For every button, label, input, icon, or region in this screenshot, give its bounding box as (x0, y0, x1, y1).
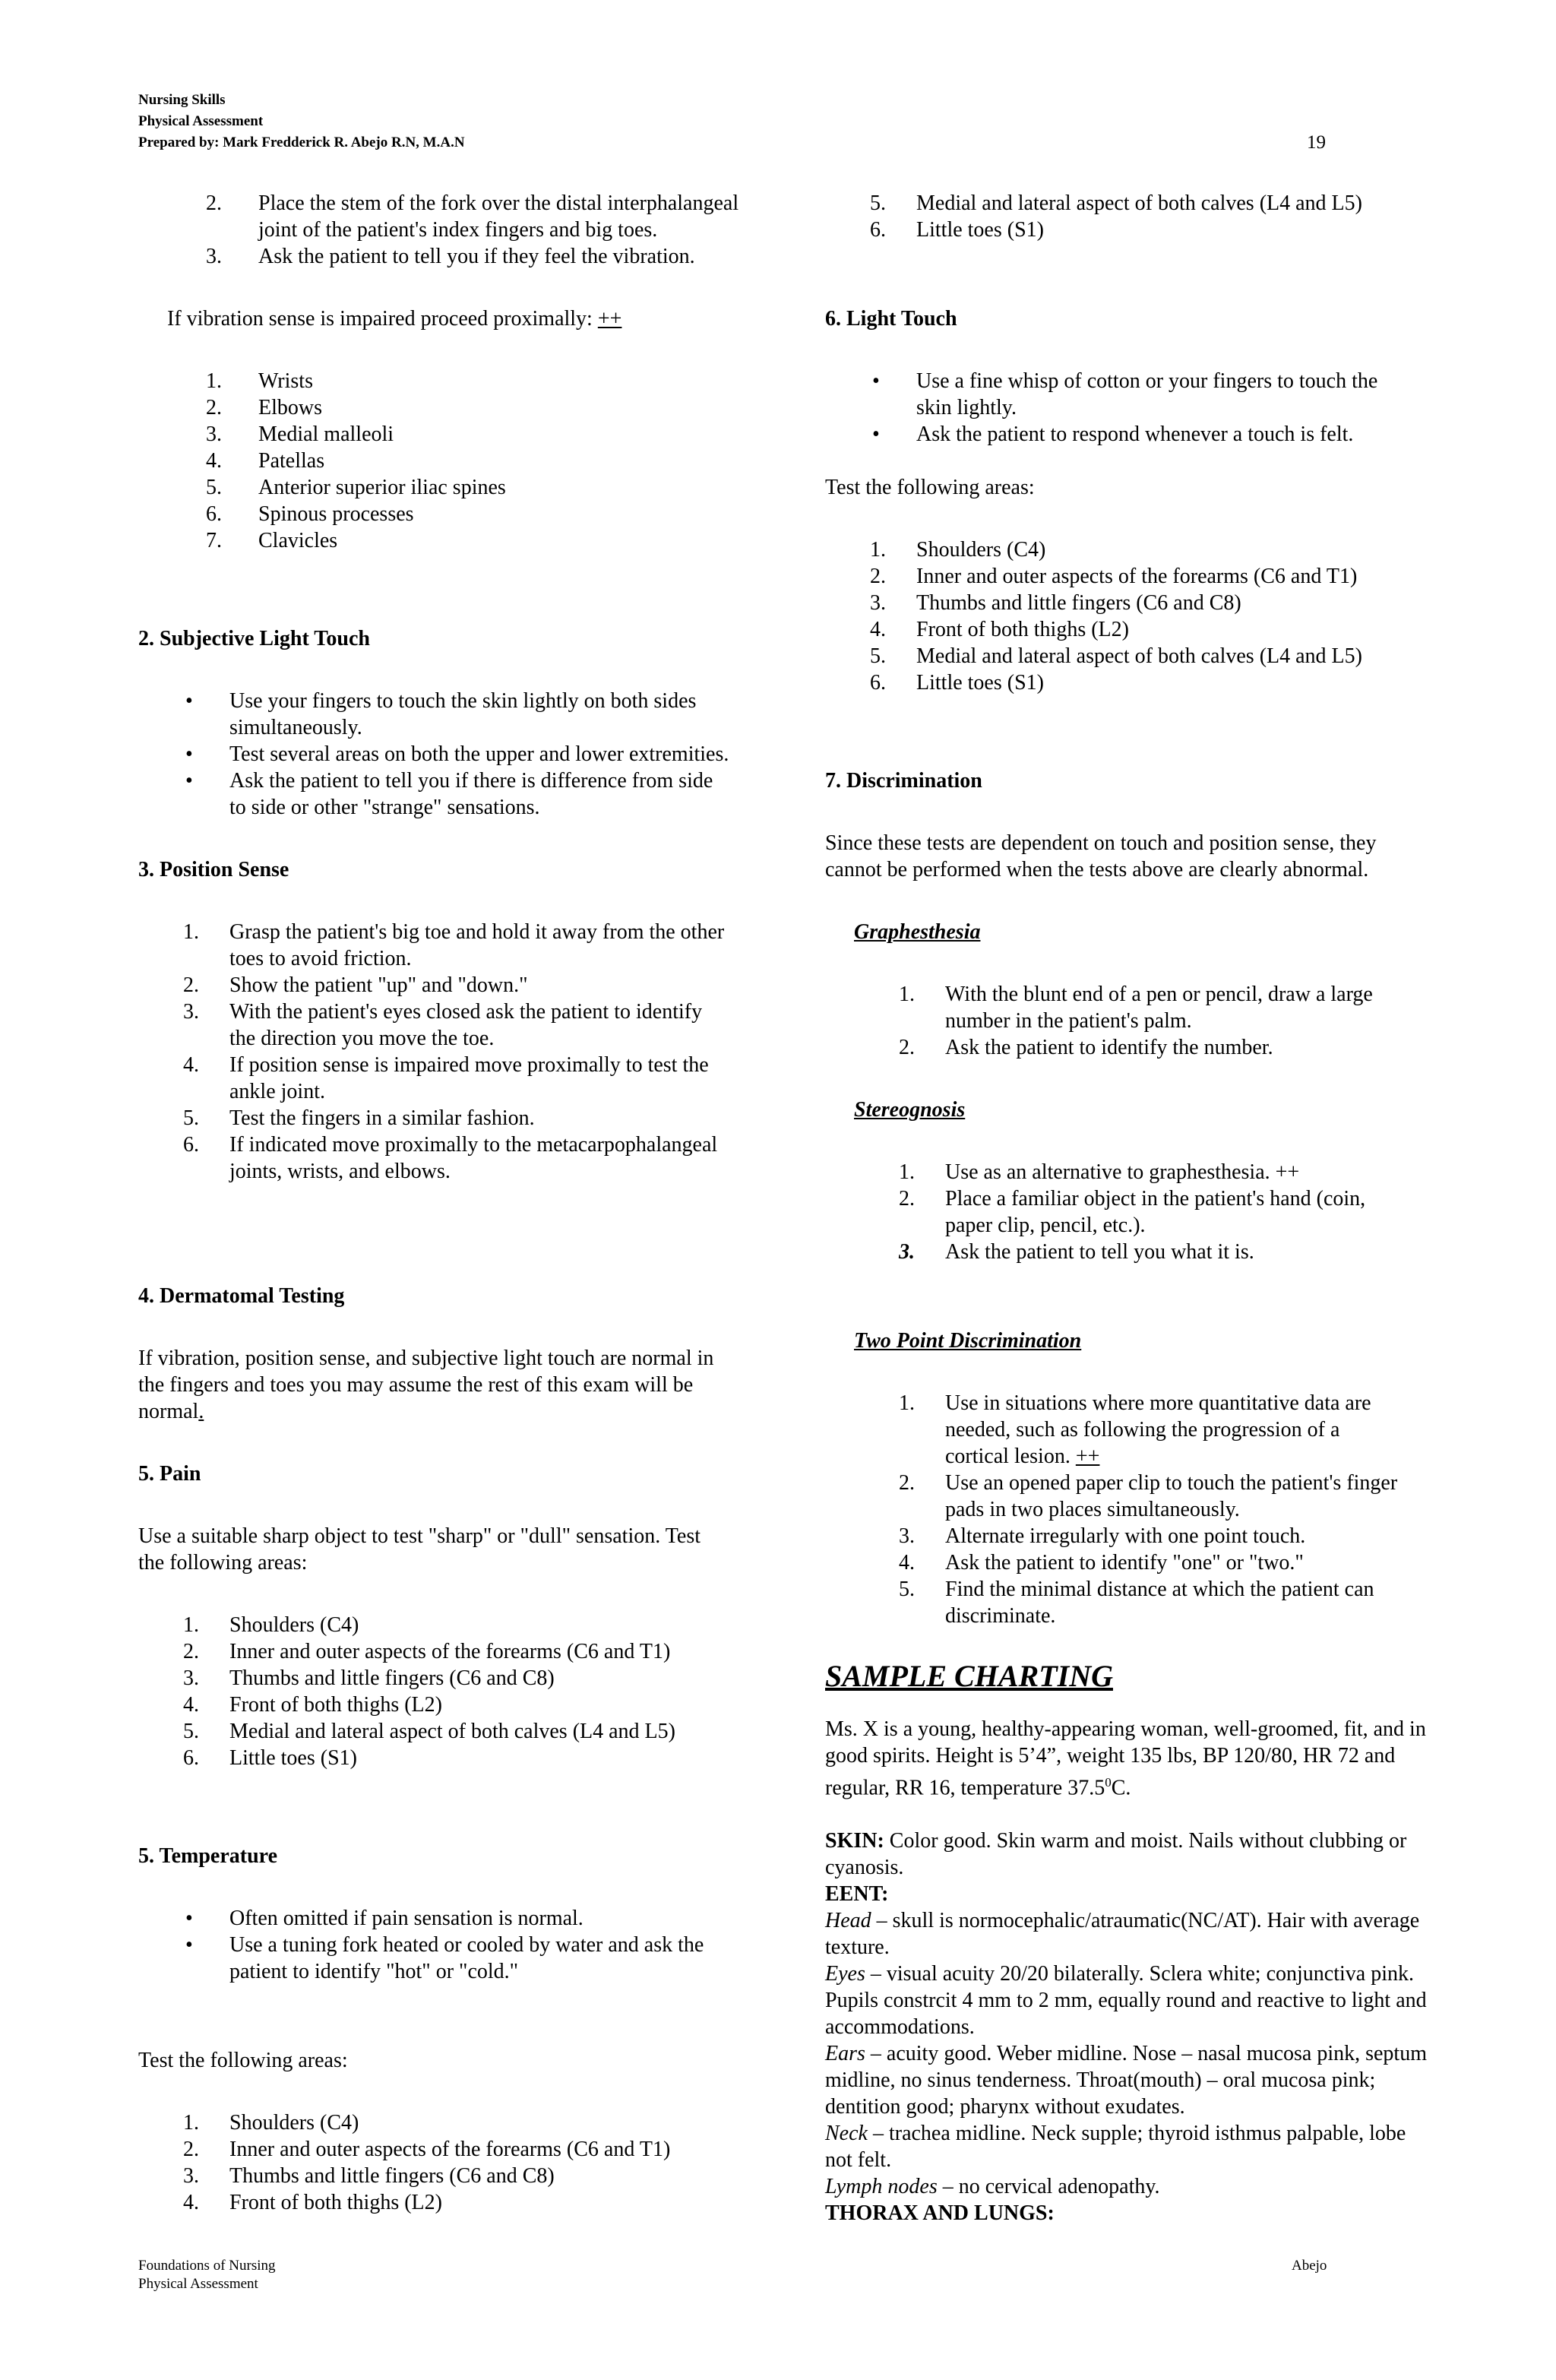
list-item: 2. Use an opened paper clip to touch the patient's finger pads in two places simultaneously. (899, 1471, 1398, 1521)
footer-author: Abejo (1292, 2258, 1327, 2274)
subheading-graphesthesia: Graphesthesia (854, 920, 981, 944)
list-item: 3. Thumbs and little fingers (C6 and C8) (183, 2164, 555, 2188)
pain-text: Use a suitable sharp object to test "sharp" or "dull" sensation. Test the following areas: (138, 1524, 701, 1575)
section-heading-light-touch: 6. Light Touch (825, 307, 957, 331)
dermatomal-text: If vibration, position sense, and subjective light touch are normal in the fingers and toes you may assume the rest of this exam will be normal. (138, 1347, 714, 1423)
section-heading-subjective-light-touch: 2. Subjective Light Touch (138, 627, 370, 650)
bullet-icon: • (872, 423, 880, 446)
section-heading-dermatomal-testing: 4. Dermatomal Testing (138, 1284, 345, 1308)
left-column (138, 190, 746, 2216)
list-item: 7. Clavicles (206, 529, 338, 552)
list-item: 2. Place the stem of the fork over the distal interphalangeal joint of the patient's index fingers and big toes. (206, 191, 739, 242)
list-item: 4. Front of both thighs (L2) (183, 2191, 442, 2214)
bullet-icon: • (185, 742, 193, 766)
list-item: 3. With the patient's eyes closed ask the patient to identify the direction you move the toe. (183, 1000, 703, 1050)
stereognosis-steps (825, 1159, 1403, 1265)
bullet-icon: • (872, 369, 880, 393)
list-item: 4. Front of both thighs (L2) (183, 1693, 442, 1717)
thorax-lungs-label: THORAX AND LUNGS: (825, 2201, 1055, 2226)
list-item: 4. Patellas (206, 449, 325, 473)
bullet-icon: • (185, 769, 193, 793)
temperature-test-text: Test the following areas: (138, 2049, 348, 2072)
list-item: 3. Ask the patient to tell you if they feel the vibration. (206, 245, 695, 268)
list-item: 2. Ask the patient to identify the number. (899, 1036, 1273, 1059)
list-item: 1. Shoulders (C4) (183, 1613, 359, 1637)
light-touch-carryover-list (825, 190, 1433, 243)
list-item: 4. If position sense is impaired move proximally to test the ankle joint. (183, 1053, 709, 1103)
vibration-steps (138, 190, 746, 270)
footer-topic: Physical Assessment (138, 2276, 258, 2292)
header-course: Nursing Skills (138, 92, 226, 108)
document-header (138, 90, 465, 153)
list-item: 2. Place a familiar object in the patient's hand (coin, paper clip, pencil, etc.). (899, 1187, 1366, 1237)
ears-finding: Ears – acuity good. Weber midline. Nose – nasal mucosa pink, septum midline, no sinus tenderness. Throat(mouth) – oral mucosa pink; dentition good; pharynx without exudates. (825, 2042, 1427, 2119)
list-item: 5. Medial and lateral aspect of both calves (L4 and L5) (870, 191, 1362, 215)
header-author: Prepared by: Mark Fredderick R. Abejo R.N, M.A.N (138, 135, 465, 150)
subheading-two-point-discrimination: Two Point Discrimination (854, 1329, 1082, 1353)
list-item: 3. Thumbs and little fingers (C6 and C8) (870, 591, 1241, 615)
skin-finding: SKIN: Color good. Skin warm and moist. Nails without clubbing or cyanosis. (825, 1829, 1407, 1880)
section-heading-temperature: 5. Temperature (138, 1844, 278, 1868)
list-item: 5. Medial and lateral aspect of both calves (L4 and L5) (183, 1720, 675, 1743)
list-item: 2. Inner and outer aspects of the forearms (C6 and T1) (183, 2138, 671, 2161)
list-item: 5. Find the minimal distance at which the patient can discriminate. (899, 1578, 1374, 1628)
light-touch-test-text: Test the following areas: (825, 476, 1035, 499)
head-finding: Head – skull is normocephalic/atraumatic(NC/AT). Hair with average texture. (825, 1909, 1420, 1960)
list-item: 2. Elbows (206, 396, 322, 419)
list-item: 4. Front of both thighs (L2) (870, 618, 1129, 641)
list-item: 6. Spinous processes (206, 502, 414, 526)
two-point-discrimination-steps (825, 1390, 1403, 1629)
lymph-nodes-finding: Lymph nodes – no cervical adenopathy. (825, 2175, 1160, 2199)
list-item: 6. Little toes (S1) (870, 671, 1044, 695)
list-item: 1. Use in situations where more quantitative data are needed, such as following the progression of a cortical lesion. ++ (899, 1391, 1371, 1468)
list-item: • Often omitted if pain sensation is normal. (185, 1907, 584, 1930)
subheading-stereognosis: Stereognosis (854, 1098, 966, 1122)
light-touch-bullets (825, 368, 1418, 448)
list-item: • Test several areas on both the upper and lower extremities. (185, 742, 729, 766)
bullet-icon: • (185, 689, 193, 713)
section-heading-position-sense: 3. Position Sense (138, 858, 289, 881)
proximal-test-sites (138, 368, 746, 554)
eent-label: EENT: (825, 1882, 889, 1907)
list-item: • Use your fingers to touch the skin lightly on both sides simultaneously. (185, 689, 697, 739)
temperature-bullets (138, 1905, 716, 1985)
document-footer (138, 2257, 276, 2293)
sample-charting-intro: Ms. X is a young, healthy-appearing woman, well-groomed, fit, and in good spirits. Height is 5’4”, weight 135 lbs, BP 120/80, HR 72 and regular, RR 16, temperature 37.5$^0$C. (825, 1717, 1426, 1800)
list-item: 6. Little toes (S1) (870, 218, 1044, 242)
neck-finding: Neck – trachea midline. Neck supple; thyroid isthmus palpable, lobe not felt. (825, 2122, 1406, 2173)
list-item: • Use a tuning fork heated or cooled by water and ask the patient to identify "hot" or "cold." (185, 1933, 704, 1983)
bullet-icon: • (185, 1933, 193, 1957)
cross-reference-mark: ++ (1075, 1445, 1100, 1468)
position-sense-steps (138, 919, 731, 1185)
header-topic: Physical Assessment (138, 113, 264, 129)
light-touch-test-areas (825, 536, 1433, 696)
pain-test-areas (138, 1612, 746, 1771)
list-item: 5. Anterior superior iliac spines (206, 476, 506, 499)
list-item: 1. Shoulders (C4) (870, 538, 1046, 562)
list-item: 3. Medial malleoli (206, 423, 394, 446)
charting-findings (825, 1828, 1433, 2227)
list-item: 1. With the blunt end of a pen or pencil, draw a large number in the patient's palm. (899, 983, 1373, 1033)
list-item: 3. Thumbs and little fingers (C6 and C8) (183, 1666, 555, 1690)
list-item: 2. Inner and outer aspects of the forearms (C6 and T1) (870, 565, 1358, 588)
eyes-finding: Eyes – visual acuity 20/20 bilaterally. Sclera white; conjunctiva pink. Pupils constrcit 4 mm to 2 mm, equally round and reactive to light and accommodations. (825, 1962, 1427, 2040)
list-item: 5. Test the fingers in a similar fashion. (183, 1106, 535, 1130)
list-item: • Ask the patient to tell you if there is difference from side to side or other "strange" sensations. (185, 769, 713, 819)
cross-reference-mark: ++ (597, 307, 622, 331)
list-item: 3. Ask the patient to tell you what it is. (899, 1240, 1254, 1264)
list-item: • Use a fine whisp of cotton or your fingers to touch the skin lightly. (872, 369, 1378, 419)
list-item: 1. Shoulders (C4) (183, 2111, 359, 2135)
list-item: 1. Use as an alternative to graphesthesia. ++ (899, 1160, 1300, 1184)
footer-course: Foundations of Nursing (138, 2258, 276, 2274)
list-item: 2. Show the patient "up" and "down." (183, 973, 528, 997)
list-item: 6. Little toes (S1) (183, 1746, 357, 1770)
list-item: 1. Wrists (206, 369, 313, 393)
list-item: 1. Grasp the patient's big toe and hold it away from the other toes to avoid friction. (183, 920, 725, 970)
subjective-light-touch-bullets (138, 688, 731, 821)
graphesthesia-steps (825, 981, 1403, 1061)
list-item: 2. Inner and outer aspects of the forearms (C6 and T1) (183, 1640, 671, 1663)
right-column (825, 190, 1433, 2227)
vibration-impaired-text: If vibration sense is impaired proceed proximally: ++ (167, 307, 622, 331)
list-item: • Ask the patient to respond whenever a touch is felt. (872, 423, 1354, 446)
discrimination-text: Since these tests are dependent on touch and position sense, they cannot be performed when the tests above are clearly abnormal. (825, 831, 1377, 881)
section-heading-discrimination: 7. Discrimination (825, 769, 982, 793)
bullet-icon: • (185, 1907, 193, 1930)
section-heading-pain: 5. Pain (138, 1462, 201, 1486)
list-item: 5. Medial and lateral aspect of both calves (L4 and L5) (870, 644, 1362, 668)
temperature-test-areas (138, 2109, 746, 2216)
list-item: 4. Ask the patient to identify "one" or "two." (899, 1551, 1304, 1575)
list-item: 3. Alternate irregularly with one point touch. (899, 1524, 1306, 1548)
section-heading-sample-charting: SAMPLE CHARTING (825, 1659, 1113, 1693)
page-number: 19 (1307, 132, 1326, 153)
list-item: 6. If indicated move proximally to the metacarpophalangeal joints, wrists, and elbows. (183, 1133, 718, 1183)
